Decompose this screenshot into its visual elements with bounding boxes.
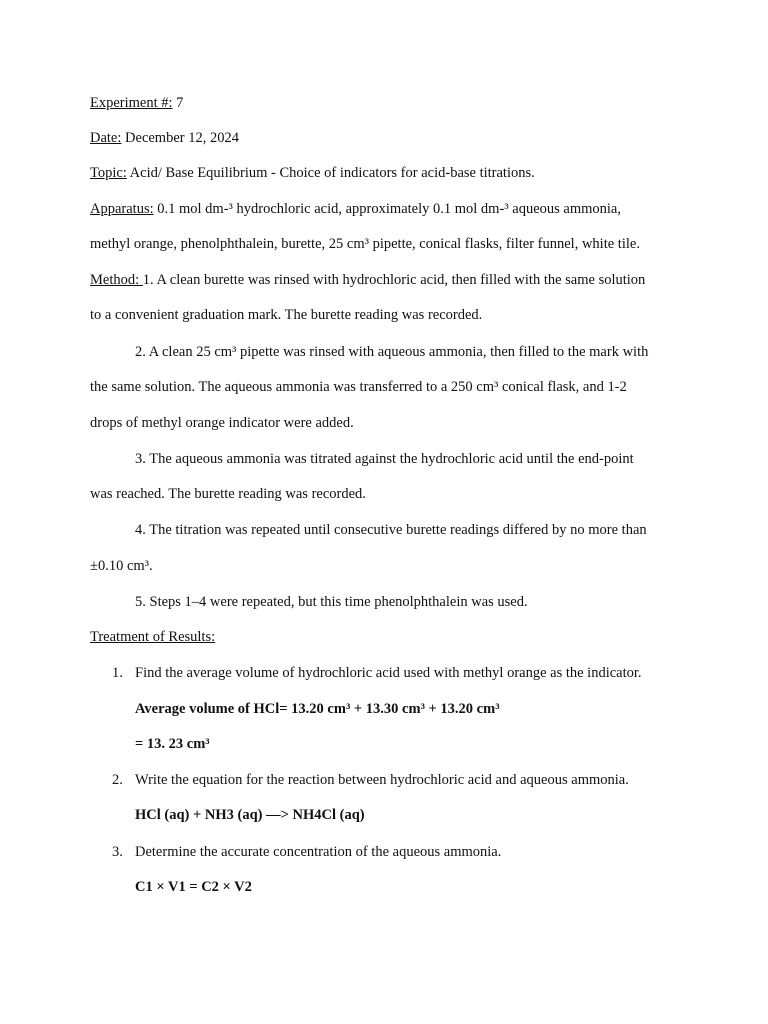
apparatus-line-1 (90, 199, 621, 219)
treatment-item-2-answer-1: HCl (aq) + NH3 (aq) —> NH4Cl (aq) (135, 807, 365, 823)
treatment-item-1-number: 1. (112, 665, 123, 681)
method-step2-text-2: the same solution. The aqueous ammonia was transferred to a 250 cm³ conical flask, and 1-2 (90, 379, 627, 395)
method-step4-text-1: 4. The titration was repeated until consecutive burette readings differed by no more than (135, 522, 647, 538)
treatment-item-3-answer-1: C1 × V1 = C2 × V2 (135, 879, 252, 895)
method-step3-text-2: was reached. The burette reading was recorded. (90, 486, 366, 502)
experiment-value: 7 (172, 95, 184, 111)
treatment-heading: Treatment of Results: (90, 629, 216, 645)
date-label: Date: (90, 130, 122, 146)
treatment-item-3-question: Determine the accurate concentration of the aqueous ammonia. (135, 844, 502, 860)
date-line (90, 128, 239, 148)
apparatus-text-1: 0.1 mol dm-³ hydrochloric acid, approximately 0.1 mol dm-³ aqueous ammonia, (153, 201, 621, 217)
apparatus-line-2 (90, 234, 640, 254)
date-value: December 12, 2024 (121, 130, 239, 146)
method-step3-line-1 (135, 449, 634, 469)
method-step1-line-2 (90, 305, 482, 325)
method-line-1 (90, 270, 645, 290)
method-label: Method: (90, 272, 143, 288)
treatment-item-3-number: 3. (112, 844, 123, 860)
method-step3-text-1: 3. The aqueous ammonia was titrated against the hydrochloric acid until the end-point (135, 451, 634, 467)
treatment-item-1-question: Find the average volume of hydrochloric acid used with methyl orange as the indicator. (135, 665, 642, 681)
method-step4-line-1 (135, 520, 647, 540)
treatment-item-1-answer-2: = 13. 23 cm³ (135, 736, 210, 752)
topic-label: Topic: (90, 165, 127, 181)
method-step2-text-3: drops of methyl orange indicator were added. (90, 415, 354, 431)
experiment-line (90, 93, 183, 113)
method-step5-line-1 (135, 592, 528, 612)
method-step2-line-2 (90, 377, 627, 397)
treatment-item-2-question: Write the equation for the reaction between hydrochloric acid and aqueous ammonia. (135, 772, 629, 788)
treatment-item-1-answer-1: Average volume of HCl= 13.20 cm³ + 13.30 cm³ + 13.20 cm³ (135, 701, 500, 717)
method-step5-text-1: 5. Steps 1–4 were repeated, but this time phenolphthalein was used. (135, 594, 528, 610)
experiment-label: Experiment #: (90, 95, 173, 111)
method-step2-text-1: 2. A clean 25 cm³ pipette was rinsed with aqueous ammonia, then filled to the mark with (135, 344, 649, 360)
treatment-item-2-number: 2. (112, 772, 123, 788)
method-step4-line-2 (90, 556, 153, 576)
method-step2-line-1 (135, 342, 648, 362)
topic-value: Acid/ Base Equilibrium - Choice of indicators for acid-base titrations. (126, 165, 535, 181)
method-step1-text-2: to a convenient graduation mark. The burette reading was recorded. (90, 307, 483, 323)
method-step2-line-3 (90, 413, 354, 433)
method-step1-text-1: 1. A clean burette was rinsed with hydrochloric acid, then filled with the same solution (142, 272, 646, 288)
apparatus-text-2: methyl orange, phenolphthalein, burette, 25 cm³ pipette, conical flasks, filter funnel, white tile. (90, 236, 640, 252)
method-step3-line-2 (90, 484, 366, 504)
treatment-heading-line (90, 627, 215, 647)
topic-line (90, 163, 535, 183)
apparatus-label: Apparatus: (90, 201, 154, 217)
method-step4-text-2: ±0.10 cm³. (90, 558, 153, 574)
